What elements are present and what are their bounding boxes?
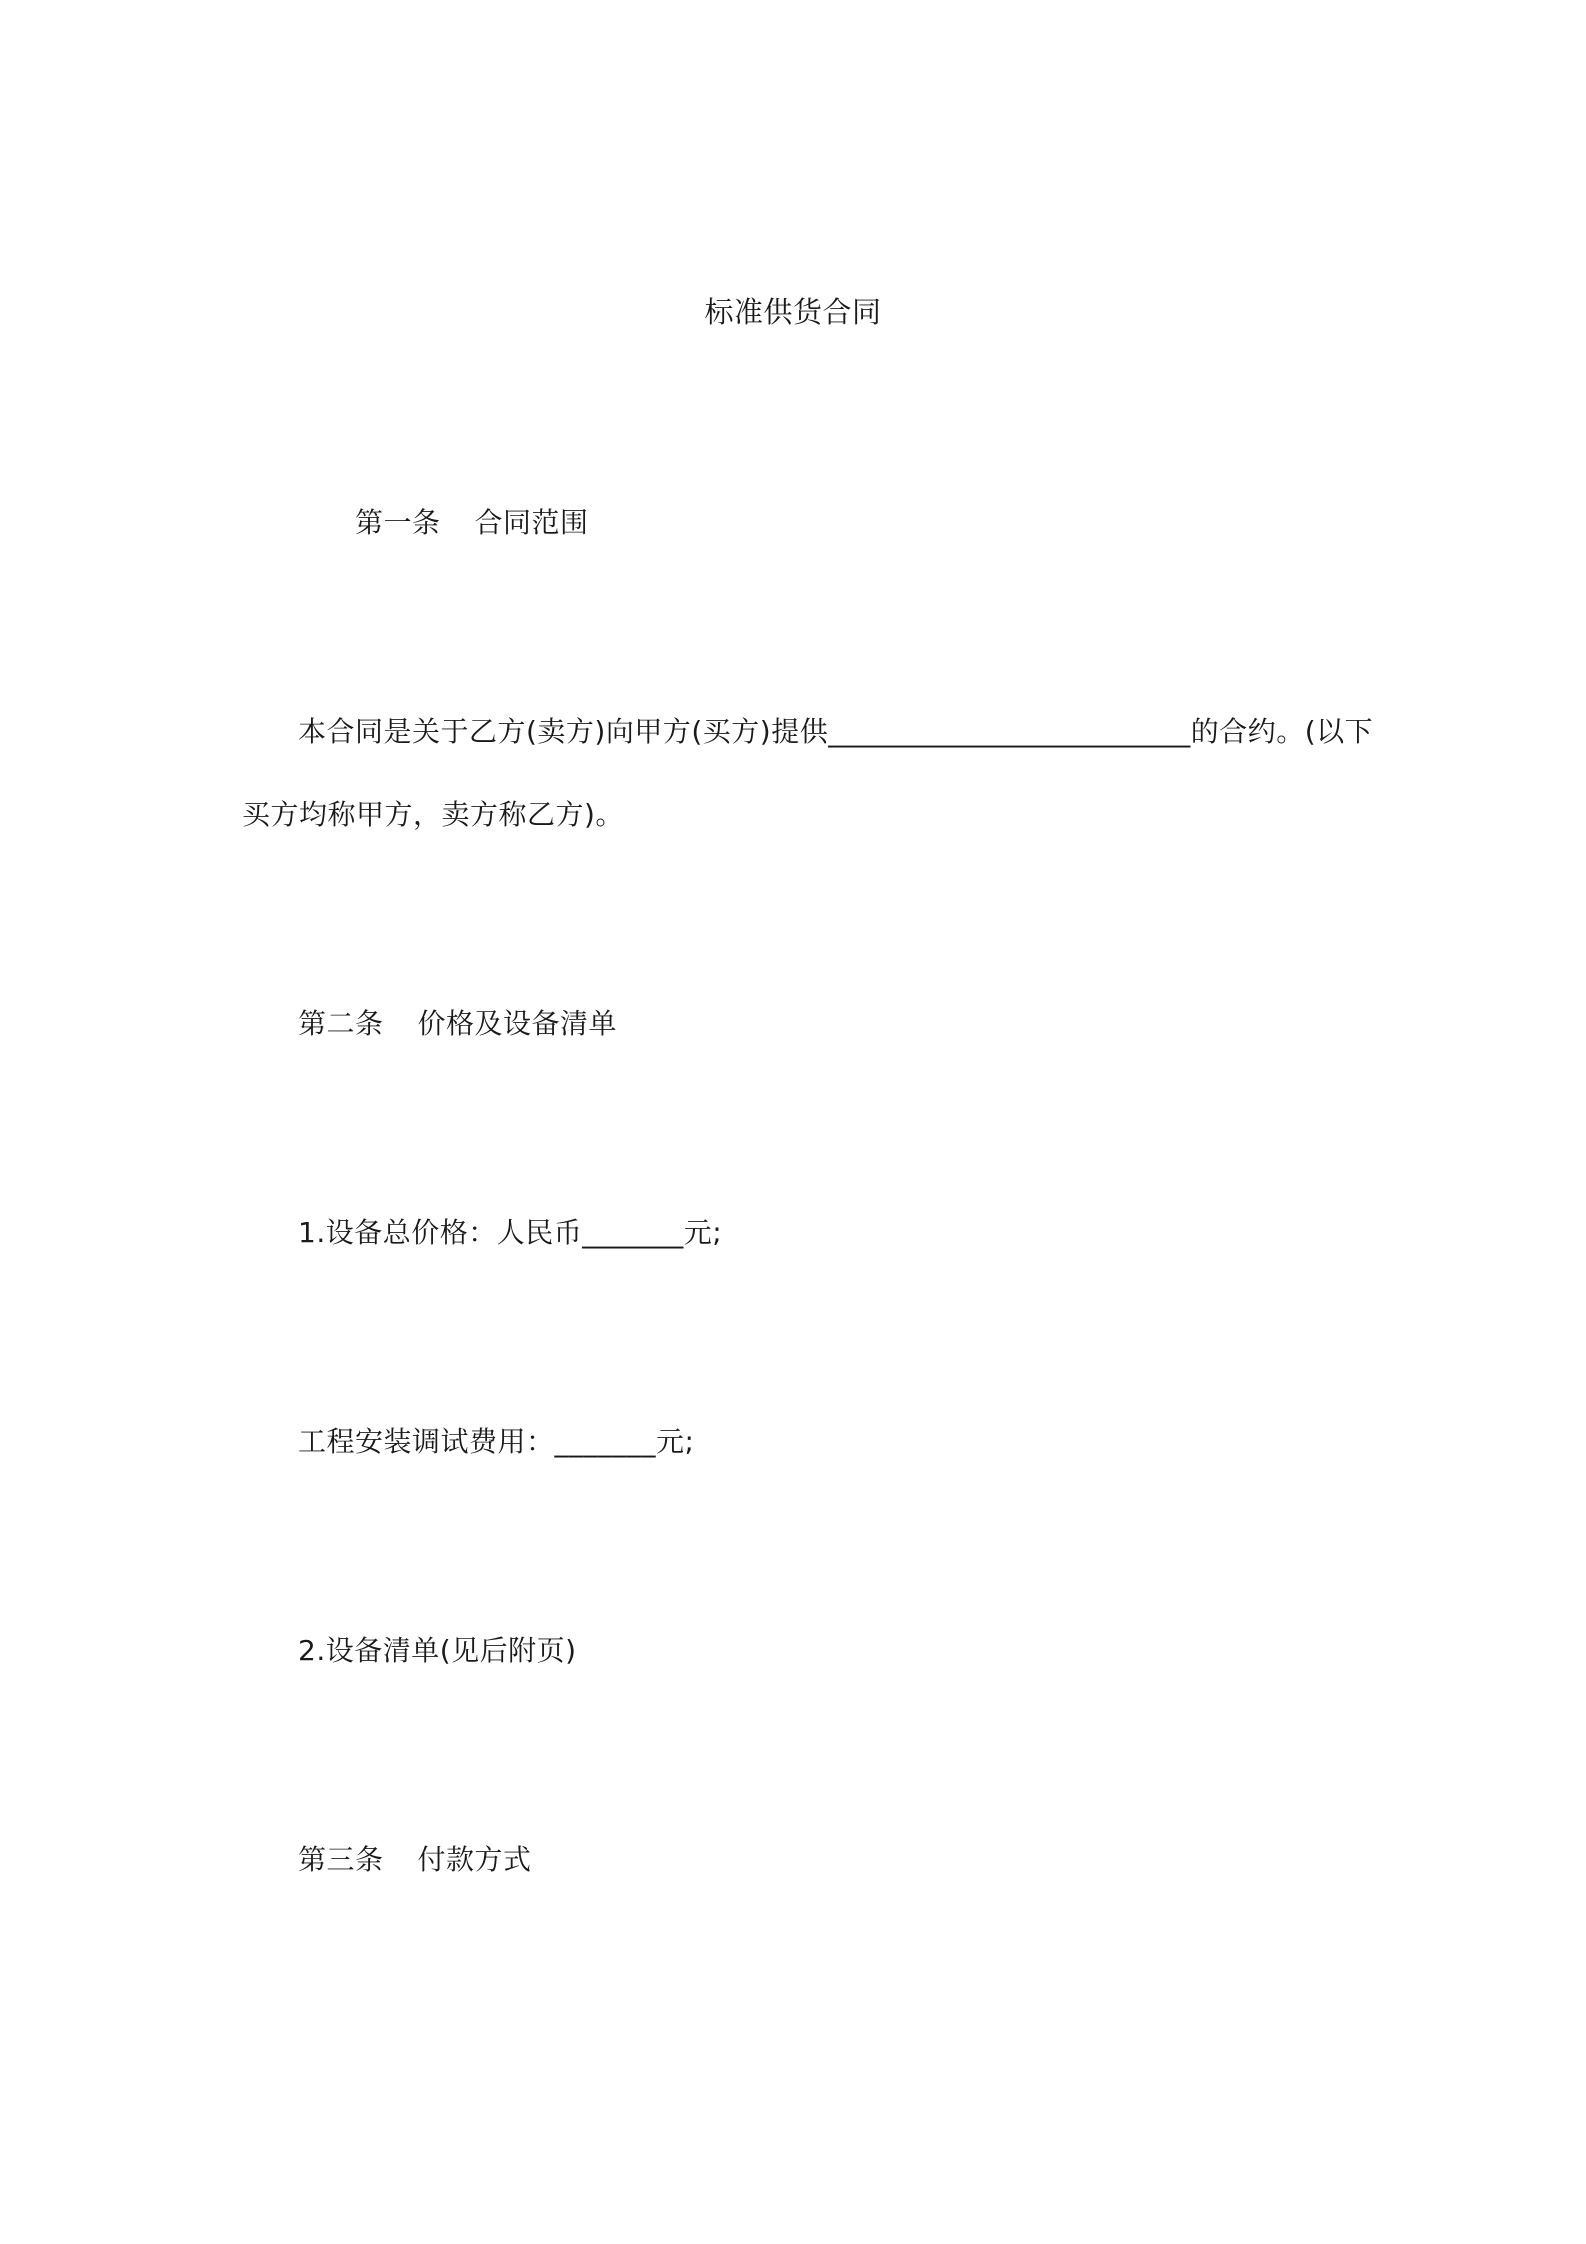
article-1-title: 合同范围 (474, 506, 589, 539)
article-1-number: 第一条 (355, 506, 441, 539)
article-2-title: 价格及设备清单 (417, 1007, 618, 1040)
article-3-number: 第三条 (298, 1843, 384, 1876)
article-2-number: 第二条 (298, 1007, 384, 1040)
equipment-list-line: 2.设备清单(见后附页) (298, 1634, 577, 1667)
paragraph-1-line-2: 买方均称甲方，卖方称乙方)。 (242, 798, 624, 831)
document-title: 标准供货合同 (704, 295, 882, 329)
total-price-line: 1.设备总价格：人民币_______元; (298, 1216, 723, 1249)
article-1-heading (355, 505, 589, 541)
article-3-heading (298, 1842, 532, 1878)
paragraph-1-line-1: 本合同是关于乙方(卖方)向甲方(买方)提供_________________________的合约。(以下 (298, 715, 1374, 748)
article-2-heading (298, 1006, 617, 1042)
article-3-title: 付款方式 (417, 1843, 532, 1876)
installation-fee-line: 工程安装调试费用：_______元; (298, 1425, 695, 1458)
